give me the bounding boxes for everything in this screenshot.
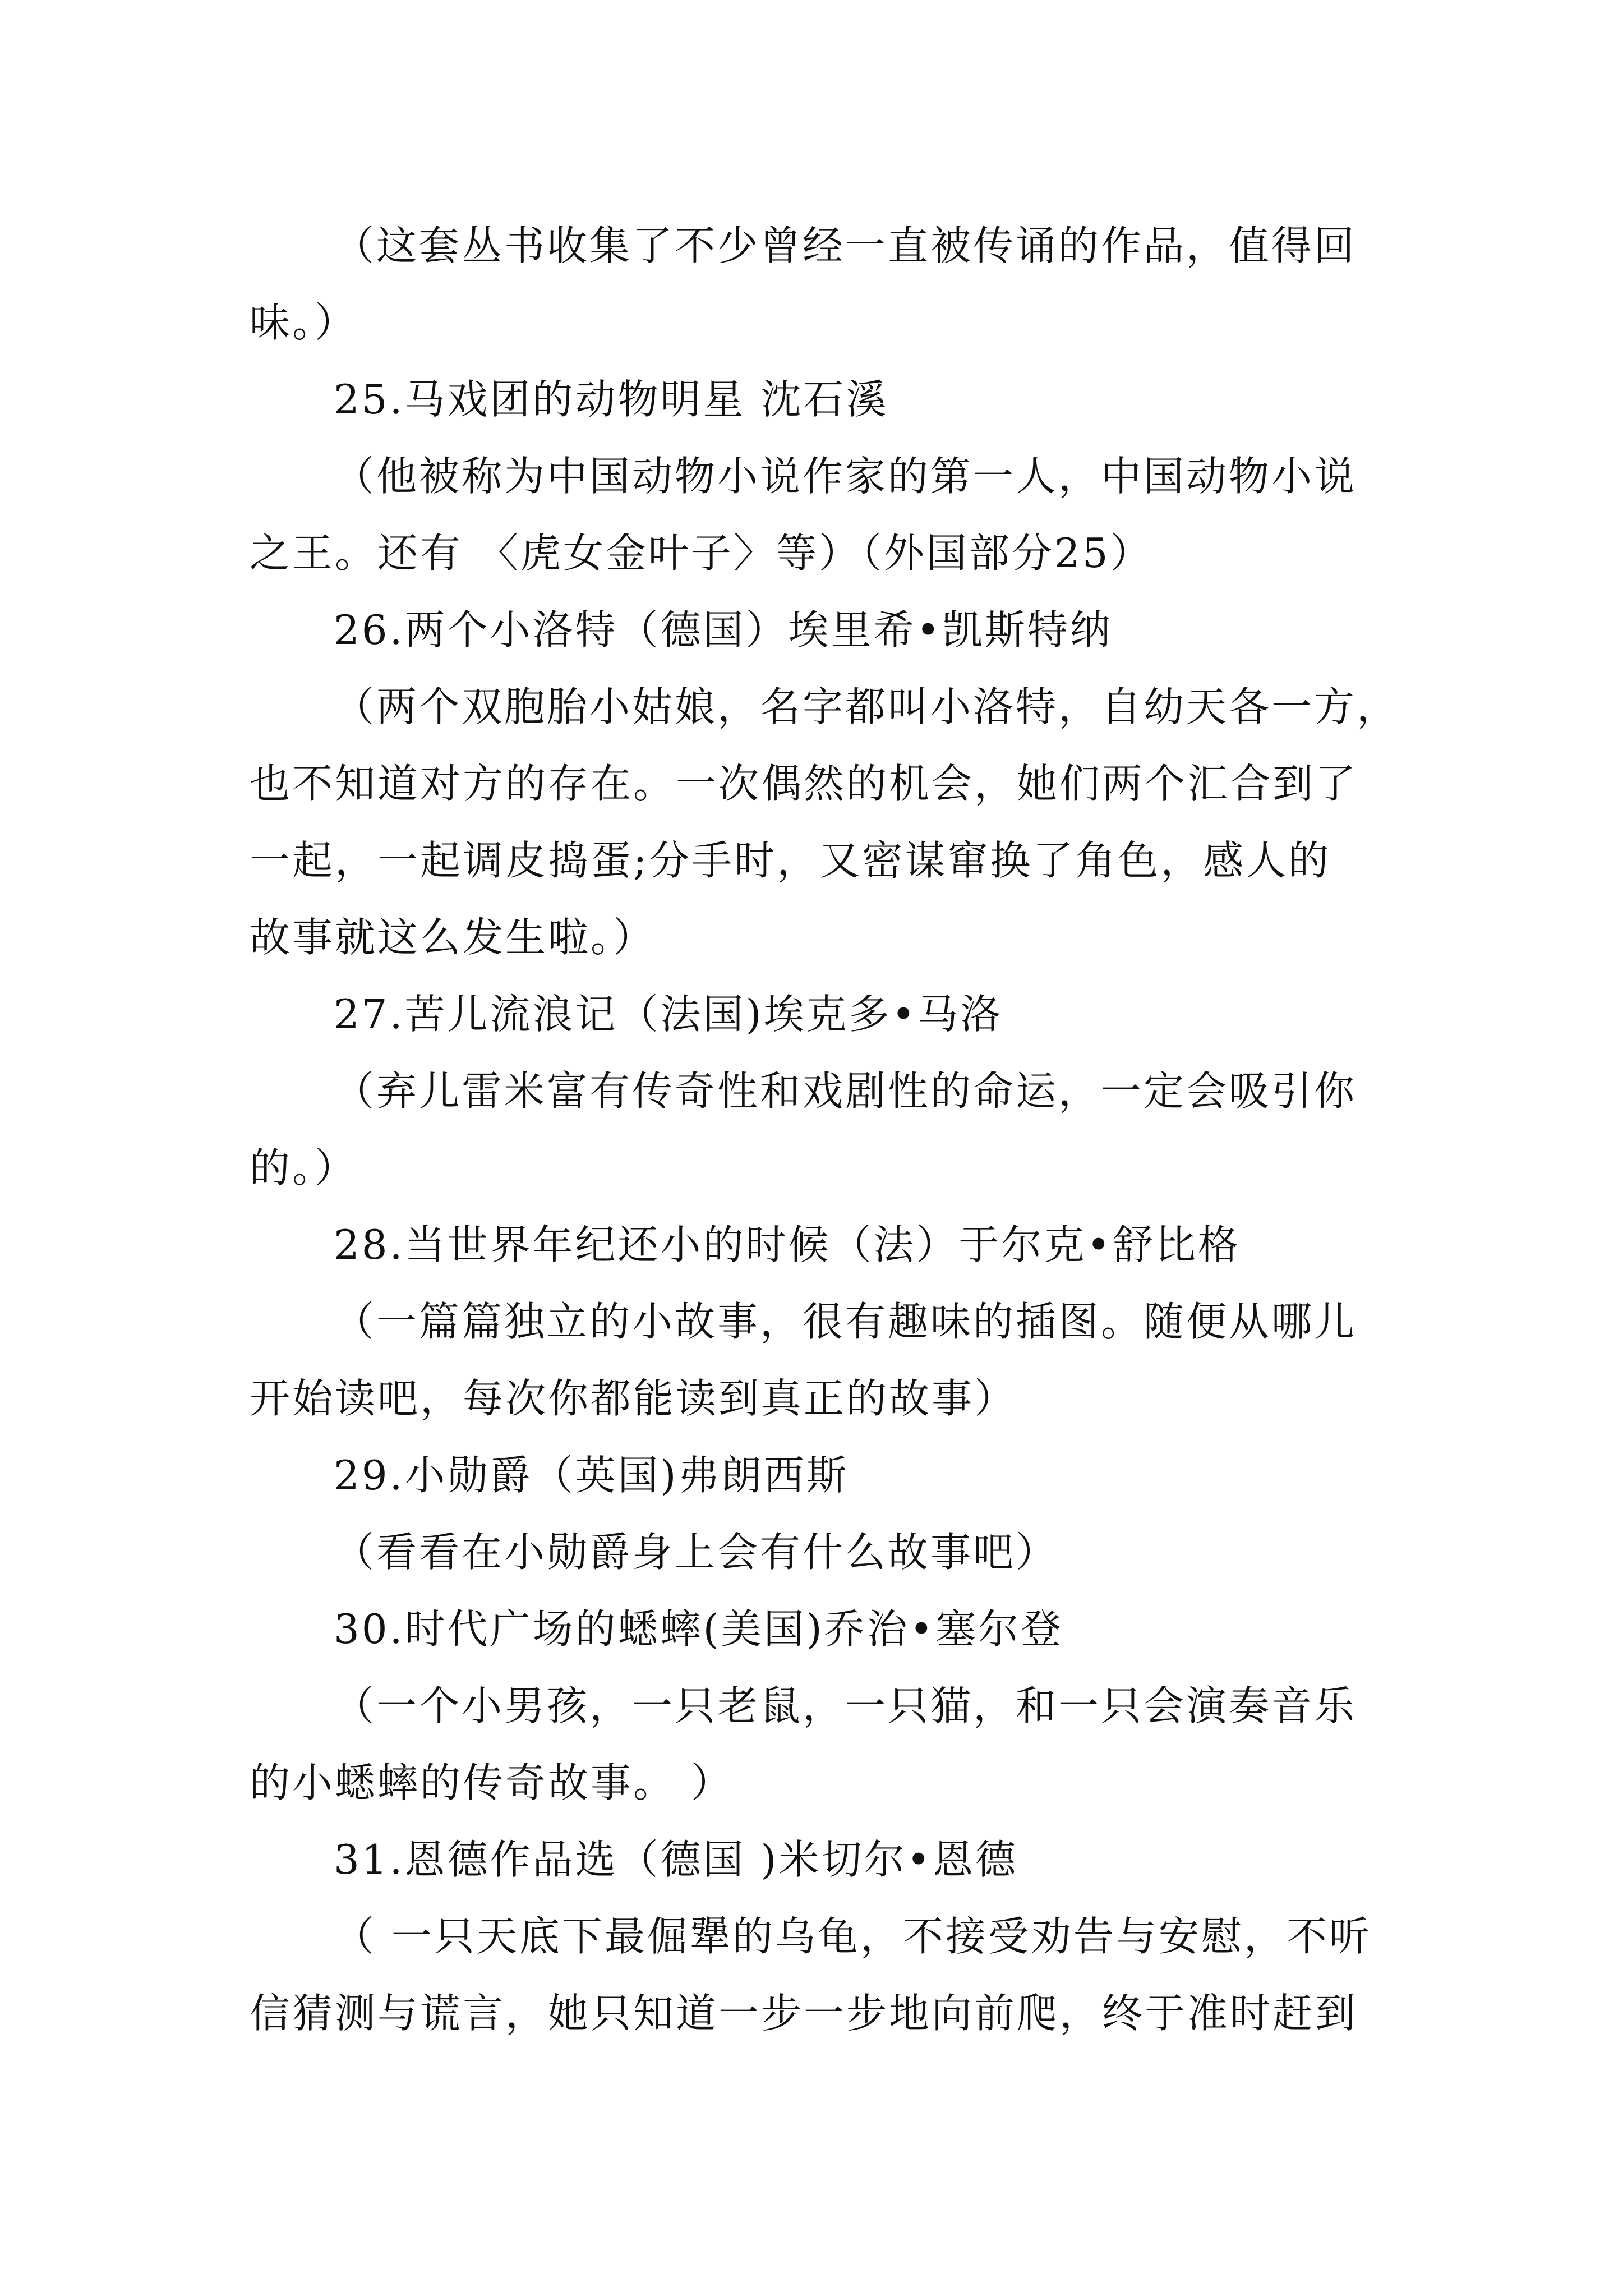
text-line: 30.时代广场的蟋蟀(美国)乔治•塞尔登 (334, 1605, 1064, 1653)
text-line: （ 一只天底下最倔犟的乌龟，不接受劝告与安慰，不听 (334, 1913, 1372, 1960)
text-line: 一起，一起调皮捣蛋;分手时，又密谋窜换了角色，感人的 (250, 837, 1331, 884)
text-line: （弃儿雷米富有传奇性和戏剧性的命运，一定会吸引你 (334, 1068, 1357, 1115)
text-line: 故事就这么发生啦。） (250, 914, 656, 961)
text-line: （看看在小勋爵身上会有什么故事吧） (334, 1529, 1059, 1576)
text-line: 26.两个小洛特（德国）埃里希•凯斯特纳 (334, 606, 1113, 654)
text-line: （这套丛书收集了不少曾经一直被传诵的作品，值得回 (334, 222, 1357, 269)
text-line: （一篇篇独立的小故事，很有趣味的插图。随便从哪儿 (334, 1298, 1357, 1345)
text-line: 28.当世界年纪还小的时候（法）于尔克•舒比格 (334, 1221, 1241, 1268)
document-body (250, 208, 1400, 2052)
text-line: （两个双胞胎小姑娘，名字都叫小洛特，自幼天各一方， (334, 683, 1400, 730)
text-line: 25.马戏团的动物明星 沈石溪 (334, 376, 889, 423)
text-line: 29.小勋爵（英国)弗朗西斯 (334, 1452, 849, 1499)
text-line: 信猜测与谎言，她只知道一步一步地向前爬，终于准时赶到 (250, 1990, 1358, 2037)
text-line: 也不知道对方的存在。一次偶然的机会，她们两个汇合到了 (250, 760, 1358, 807)
text-line: （一个小男孩，一只老鼠，一只猫，和一只会演奏音乐 (334, 1682, 1357, 1729)
text-line: 的小蟋蟀的传奇故事。 ） (250, 1759, 734, 1806)
text-line: 开始读吧，每次你都能读到真正的故事） (250, 1375, 1017, 1422)
text-line: 31.恩德作品选（德国 )米切尔•恩德 (334, 1836, 1018, 1883)
text-line: 之王。还有 〈虎女金叶子〉等）（外国部分25） (250, 530, 1153, 577)
text-line: 27.苦儿流浪记（法国)埃克多•马洛 (334, 991, 1003, 1038)
text-line: 的。） (250, 1144, 358, 1191)
text-line: （他被称为中国动物小说作家的第一人，中国动物小说 (334, 453, 1357, 500)
text-line: 味。） (250, 299, 358, 346)
